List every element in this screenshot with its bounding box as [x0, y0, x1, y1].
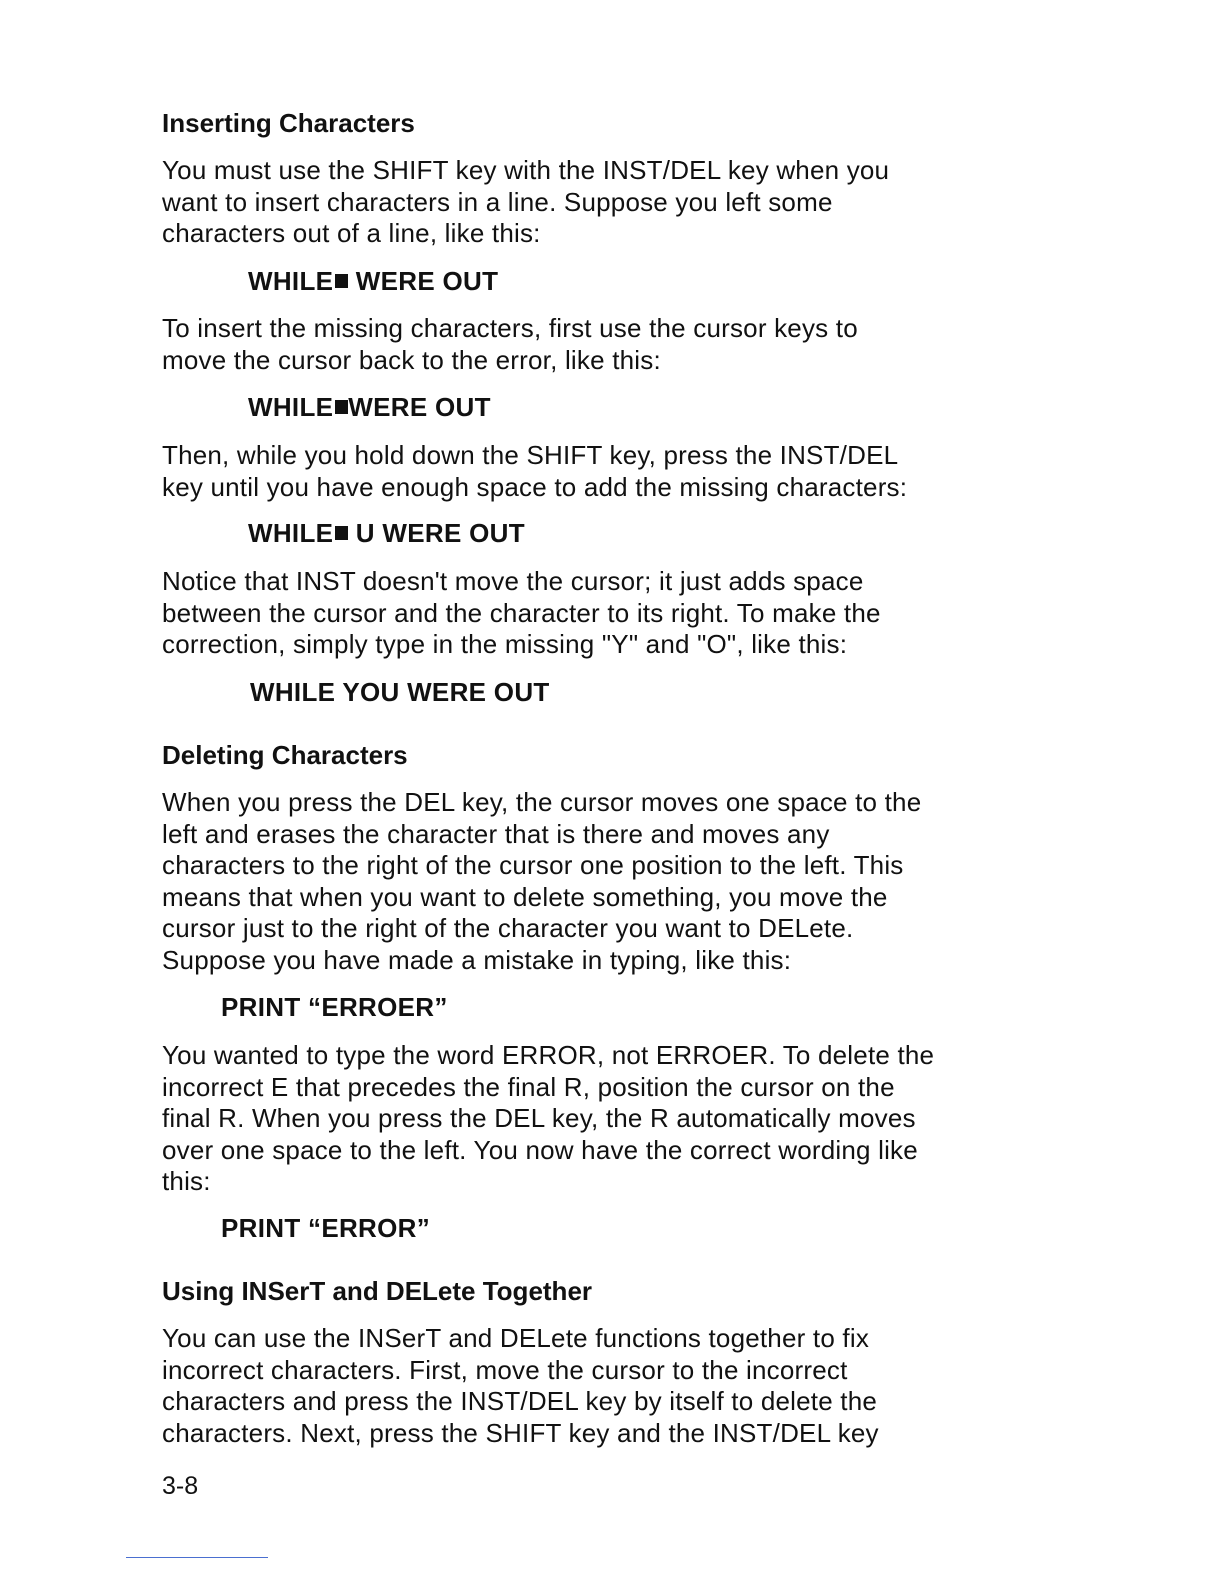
text-line: Suppose you have made a mistake in typing, like this: — [162, 944, 792, 975]
cursor-block-icon — [335, 526, 348, 540]
text-line: between the cursor and the character to its right. To make the — [162, 597, 881, 628]
code-text: WHILE — [248, 392, 334, 422]
code-text: WHILE — [248, 266, 334, 296]
code-example-cursor-at-error — [248, 392, 491, 422]
text-line: characters and press the INST/DEL key by itself to delete the — [162, 1386, 878, 1416]
text-line: Notice that INST doesn't move the cursor; it just adds space — [162, 566, 864, 596]
section-heading-deleting: Deleting Characters — [162, 740, 408, 770]
section-heading-inserting: Inserting Characters — [162, 108, 415, 138]
text-line: cursor just to the right of the character you want to DELete. — [162, 913, 854, 943]
code-example-missing-chars — [248, 266, 498, 296]
code-example-corrected: WHILE YOU WERE OUT — [250, 677, 550, 707]
text-line: incorrect E that precedes the final R, position the cursor on the — [162, 1071, 895, 1102]
text-line: over one space to the left. You now have the correct wording like — [162, 1134, 918, 1165]
code-text: WHILE — [248, 518, 334, 548]
text-line: move the cursor back to the error, like this: — [162, 344, 661, 375]
text-line: means that when you want to delete something, you move the — [162, 881, 888, 912]
section-heading-together: Using INSerT and DELete Together — [162, 1276, 593, 1306]
code-text: WERE OUT — [348, 266, 499, 296]
text-line: Then, while you hold down the SHIFT key, press the INST/DEL — [162, 440, 899, 470]
paragraph-inserting-move-cursor — [162, 313, 1012, 376]
code-example-typo: PRINT “ERROER” — [221, 992, 448, 1022]
text-line: You wanted to type the word ERROR, not ERROER. To delete the — [162, 1040, 935, 1070]
text-line: characters out of a line, like this: — [162, 218, 541, 248]
bottom-divider — [126, 1557, 268, 1558]
paragraph-deleting-intro — [162, 787, 1012, 976]
text-line: characters. Next, press the SHIFT key and the INST/DEL key — [162, 1417, 879, 1448]
paragraph-inserting-notice — [162, 566, 1012, 661]
text-line: want to insert characters in a line. Suppose you left some — [162, 186, 833, 217]
text-line: incorrect characters. First, move the cursor to the incorrect — [162, 1354, 848, 1385]
paragraph-deleting-explanation — [162, 1040, 1012, 1198]
page-number: 3-8 — [162, 1472, 199, 1500]
text-line: You can use the INSerT and DELete functions together to fix — [162, 1323, 870, 1353]
code-example-fixed: PRINT “ERROR” — [221, 1213, 431, 1243]
cursor-block-icon — [335, 274, 348, 288]
code-text: WERE OUT — [348, 392, 491, 422]
text-line: this: — [162, 1166, 211, 1196]
text-line: When you press the DEL key, the cursor moves one space to the — [162, 787, 922, 817]
text-line: characters to the right of the cursor one position to the left. This — [162, 850, 904, 880]
code-example-space-added — [248, 518, 525, 548]
text-line: key until you have enough space to add the missing characters: — [162, 471, 908, 502]
text-line: left and erases the character that is there and moves any — [162, 818, 830, 849]
text-line: final R. When you press the DEL key, the R automatically moves — [162, 1103, 916, 1133]
paragraph-inserting-intro — [162, 155, 1012, 250]
paragraph-together-intro — [162, 1323, 1012, 1449]
cursor-block-icon — [335, 400, 348, 414]
text-line: correction, simply type in the missing "Y" and "O", like this: — [162, 629, 848, 659]
text-line: To insert the missing characters, first use the cursor keys to — [162, 313, 858, 343]
text-line: You must use the SHIFT key with the INST/DEL key when you — [162, 155, 890, 185]
code-text: U WERE OUT — [348, 518, 525, 548]
paragraph-inserting-shift — [162, 440, 1012, 503]
